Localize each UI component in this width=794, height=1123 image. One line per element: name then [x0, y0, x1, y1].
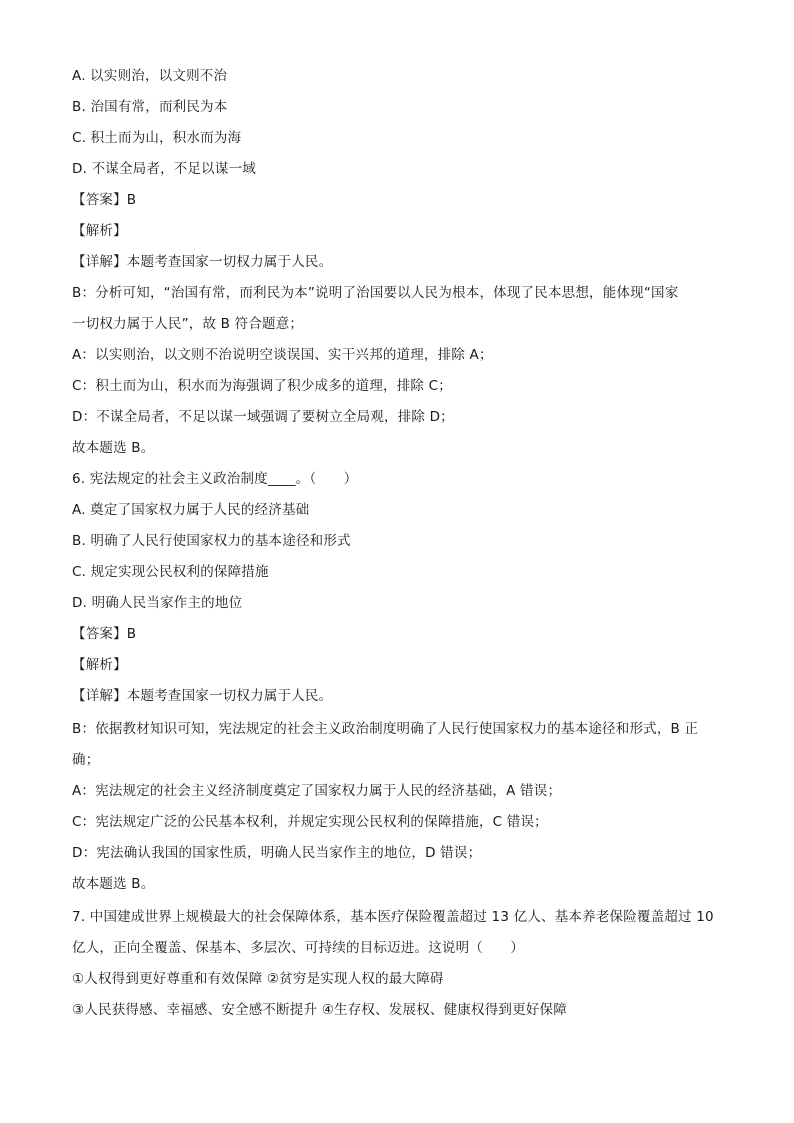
q5-answer: 【答案】B: [72, 192, 137, 208]
q6-detail: 【详解】本题考查国家一切权力属于人民。: [72, 688, 333, 704]
q6-d-explanation: D：宪法确认我国的国家性质，明确人民当家作主的地位，D 错误；: [72, 845, 482, 861]
q6-option-a: A. 奠定了国家权力属于人民的经济基础: [72, 502, 310, 518]
q5-c-explanation: C：积土而为山，积水而为海强调了积少成多的道理，排除 C；: [72, 378, 452, 394]
q7-statements-2: ③人民获得感、幸福感、安全感不断提升 ④生存权、发展权、健康权得到更好保障: [72, 1002, 567, 1018]
q6-option-b: B. 明确了人民行使国家权力的基本途径和形式: [72, 533, 351, 549]
q6-analysis-title: 【解析】: [72, 657, 127, 673]
q6-b-explanation-line2: 确；: [72, 752, 100, 768]
q6-b-explanation-line1: B：依据教材知识可知，宪法规定的社会主义政治制度明确了人民行使国家权力的基本途径和形式，B 正: [72, 721, 699, 737]
q5-option-b: B. 治国有常，而利民为本: [72, 99, 228, 115]
q5-analysis-title: 【解析】: [72, 223, 127, 239]
q6-c-explanation: C：宪法规定广泛的公民基本权利，并规定实现公民权利的保障措施，C 错误；: [72, 814, 548, 830]
q6-option-c: C. 规定实现公民权利的保障措施: [72, 564, 269, 580]
q5-option-d: D. 不谋全局者，不足以谋一域: [72, 161, 256, 177]
q7-statements-1: ①人权得到更好尊重和有效保障 ②贫穷是实现人权的最大障碍: [72, 971, 444, 987]
q5-option-c: C. 积土而为山，积水而为海: [72, 130, 242, 146]
q6-conclusion: 故本题选 B。: [72, 876, 155, 892]
q5-b-explanation-line2: 一切权力属于人民”，故 B 符合题意；: [72, 316, 304, 332]
q5-d-explanation: D：不谋全局者，不足以谋一域强调了要树立全局观，排除 D；: [72, 409, 454, 425]
q5-b-explanation-line1: B：分析可知，“治国有常，而利民为本”说明了治国要以人民为根本，体现了民本思想，能体现“国家: [72, 285, 679, 301]
q6-answer: 【答案】B: [72, 626, 137, 642]
q5-conclusion: 故本题选 B。: [72, 440, 155, 456]
q6-option-d: D. 明确人民当家作主的地位: [72, 595, 243, 611]
q6-question: 6. 宪法规定的社会主义政治制度____。（ ）: [72, 471, 358, 487]
q5-a-explanation: A：以实则治，以文则不治说明空谈误国、实干兴邦的道理，排除 A；: [72, 347, 493, 363]
q6-a-explanation: A：宪法规定的社会主义经济制度奠定了国家权力属于人民的经济基础，A 错误；: [72, 783, 562, 799]
q5-detail: 【详解】本题考查国家一切权力属于人民。: [72, 254, 333, 270]
q7-question-line2: 亿人，正向全覆盖、保基本、多层次、可持续的目标迈进。这说明（ ）: [72, 940, 525, 956]
q5-option-a: A. 以实则治，以文则不治: [72, 68, 228, 84]
q7-question-line1: 7. 中国建成世界上规模最大的社会保障体系，基本医疗保险覆盖超过 13 亿人、基本养老保险覆盖超过 10: [72, 909, 714, 925]
